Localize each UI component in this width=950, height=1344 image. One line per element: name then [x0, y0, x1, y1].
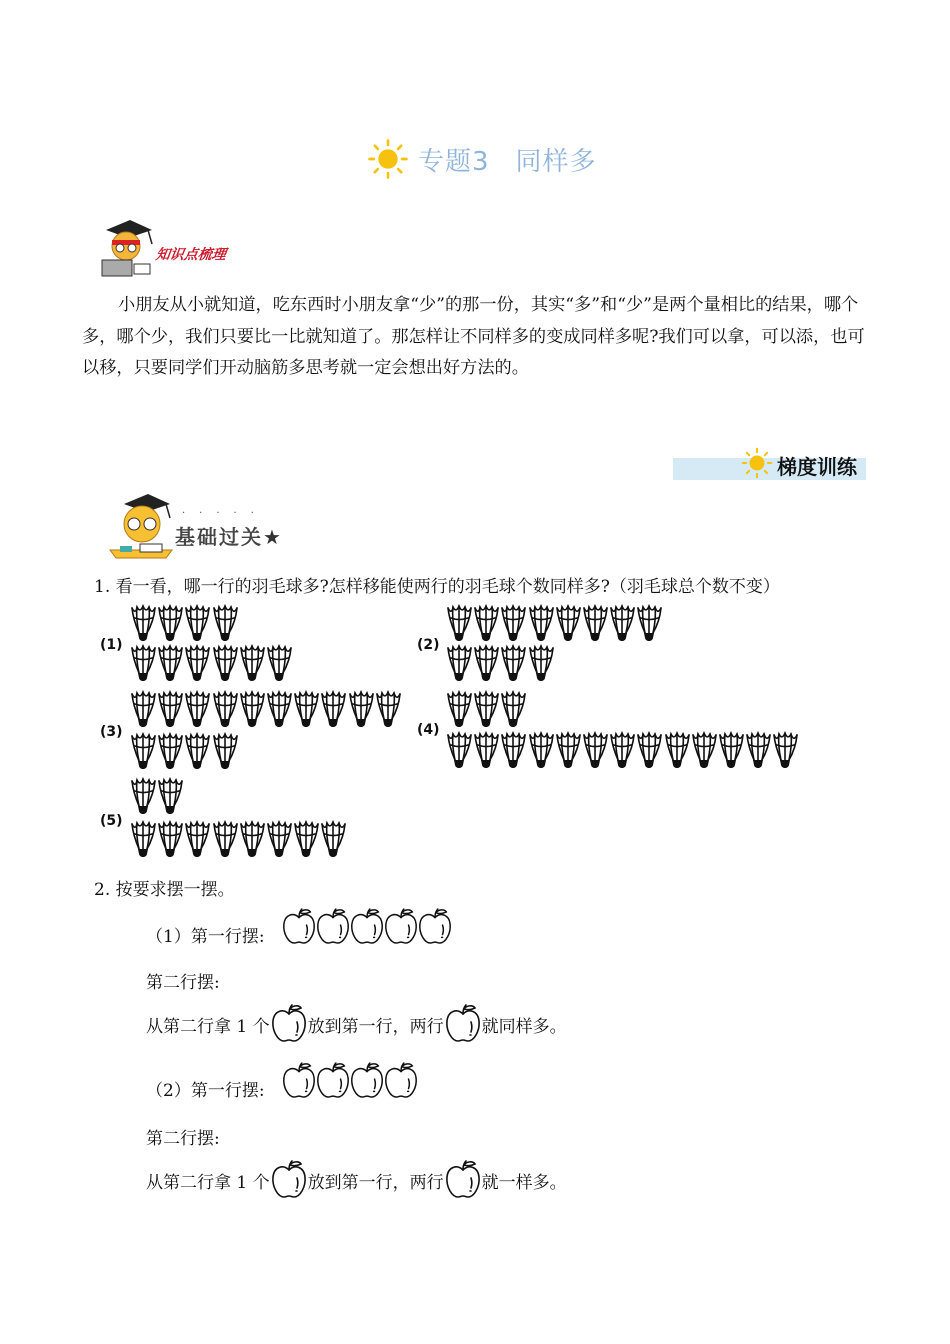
sentence-part: 从第二行拿 1 个	[146, 1172, 270, 1193]
shuttle-row	[130, 732, 239, 772]
shuttlecock-icon	[157, 777, 184, 817]
apple-icon	[270, 1160, 308, 1200]
shuttlecock-icon	[446, 644, 473, 684]
shuttlecock-icon	[212, 690, 239, 730]
shuttlecock-icon	[691, 731, 718, 771]
shuttlecock-icon	[500, 690, 527, 730]
shuttlecock-icon	[293, 820, 320, 860]
item-label: (3)	[100, 724, 123, 740]
shuttlecock-icon	[266, 690, 293, 730]
mascot-book-icon	[106, 492, 176, 562]
shuttle-row	[130, 604, 239, 644]
shuttlecock-icon	[528, 731, 555, 771]
title-name: 同样多	[515, 146, 597, 177]
shuttlecock-icon	[500, 644, 527, 684]
section-title: 梯度训练	[777, 455, 857, 479]
shuttlecock-icon	[130, 777, 157, 817]
shuttlecock-icon	[212, 604, 239, 644]
sentence-part: 放到第一行，两行	[307, 1172, 444, 1193]
shuttlecock-icon	[130, 820, 157, 860]
shuttlecock-icon	[212, 820, 239, 860]
shuttlecock-icon	[528, 604, 555, 644]
shuttle-row	[130, 644, 293, 684]
shuttlecock-icon	[130, 690, 157, 730]
shuttlecock-icon	[609, 731, 636, 771]
sun-icon	[366, 137, 410, 181]
shuttlecock-icon	[636, 731, 663, 771]
apple-icon	[444, 1004, 482, 1044]
shuttlecock-icon	[130, 732, 157, 772]
shuttlecock-icon	[473, 731, 500, 771]
apple-icon	[270, 1004, 308, 1044]
shuttlecock-icon	[375, 690, 402, 730]
apple-icon	[282, 908, 316, 946]
item-label: (2)	[417, 637, 440, 653]
shuttlecock-icon	[320, 690, 347, 730]
knowledge-paragraph: 小朋友从小就知道，吃东西时小朋友拿“少”的那一份，其实“多”和“少”是两个量相比的结果，哪个多，哪个少，我们只要比一比就知道了。那怎样让不同样多的变成同样多呢?我们可以拿，可以添，也可以移，只要同学们开动脑筋多思考就一定会想出好方法的。	[82, 295, 865, 378]
shuttlecock-icon	[473, 604, 500, 644]
first-row-label: （1）第一行摆:	[146, 927, 265, 947]
shuttlecock-icon	[157, 820, 184, 860]
knowledge-label: 知识点梳理	[154, 247, 227, 263]
shuttlecock-icon	[184, 820, 211, 860]
apple-icon	[282, 1062, 316, 1100]
shuttlecock-icon	[500, 604, 527, 644]
shuttlecock-icon	[266, 820, 293, 860]
shuttlecock-icon	[500, 731, 527, 771]
sentence-part: 放到第一行，两行	[307, 1016, 444, 1037]
shuttlecock-icon	[239, 820, 266, 860]
shuttle-row	[130, 820, 348, 860]
shuttlecock-icon	[555, 604, 582, 644]
second-row-label: 第二行摆:	[146, 973, 220, 993]
shuttlecock-icon	[473, 690, 500, 730]
sentence-part: 就同样多。	[481, 1016, 567, 1037]
shuttlecock-icon	[473, 644, 500, 684]
shuttlecock-icon	[320, 820, 347, 860]
shuttlecock-icon	[609, 604, 636, 644]
shuttlecock-icon	[664, 731, 691, 771]
apple-icon	[316, 908, 350, 946]
move-sentence	[146, 1002, 567, 1046]
apple-icon	[418, 908, 452, 946]
shuttlecock-icon	[239, 690, 266, 730]
shuttlecock-icon	[184, 604, 211, 644]
sun-icon	[740, 446, 774, 480]
apple-icon	[384, 908, 418, 946]
shuttlecock-icon	[348, 690, 375, 730]
shuttle-row	[446, 690, 528, 730]
shuttlecock-icon	[157, 604, 184, 644]
item-label: (5)	[100, 813, 123, 829]
shuttlecock-icon	[555, 731, 582, 771]
apple-icon	[444, 1160, 482, 1200]
sentence-part: 从第二行拿 1 个	[146, 1016, 270, 1037]
shuttlecock-icon	[184, 690, 211, 730]
shuttlecock-icon	[582, 731, 609, 771]
level-text: 基础过关	[175, 525, 263, 549]
shuttlecock-icon	[446, 690, 473, 730]
item-label: (1)	[100, 637, 123, 653]
apple-row	[282, 908, 452, 946]
shuttlecock-icon	[266, 644, 293, 684]
shuttlecock-icon	[636, 604, 663, 644]
shuttlecock-icon	[293, 690, 320, 730]
first-row-label: （2）第一行摆:	[146, 1081, 265, 1101]
shuttlecock-icon	[772, 731, 799, 771]
shuttlecock-icon	[184, 644, 211, 684]
page-title	[366, 134, 597, 184]
second-row-label: 第二行摆:	[146, 1129, 220, 1149]
shuttle-row	[446, 731, 799, 771]
apple-icon	[350, 908, 384, 946]
shuttlecock-icon	[184, 732, 211, 772]
shuttlecock-icon	[130, 604, 157, 644]
star-icon: ★	[263, 525, 283, 549]
shuttlecock-icon	[745, 731, 772, 771]
question-2-text: 2. 按要求摆一摆。	[94, 880, 235, 900]
move-sentence	[146, 1158, 567, 1202]
shuttle-row	[130, 777, 184, 817]
shuttlecock-icon	[212, 732, 239, 772]
shuttlecock-icon	[528, 644, 555, 684]
title-prefix: 专题3	[418, 146, 490, 177]
apple-row	[282, 1062, 418, 1100]
sentence-part: 就一样多。	[481, 1172, 567, 1193]
shuttlecock-icon	[718, 731, 745, 771]
item-label: (4)	[417, 722, 440, 738]
shuttlecock-icon	[157, 690, 184, 730]
decorative-dots: ·····	[182, 508, 268, 519]
apple-icon	[384, 1062, 418, 1100]
shuttle-row	[446, 604, 664, 644]
shuttlecock-icon	[446, 731, 473, 771]
apple-icon	[350, 1062, 384, 1100]
shuttlecock-icon	[582, 604, 609, 644]
shuttlecock-icon	[239, 644, 266, 684]
apple-icon	[316, 1062, 350, 1100]
shuttlecock-icon	[157, 732, 184, 772]
level-label	[175, 521, 283, 550]
shuttlecock-icon	[446, 604, 473, 644]
mascot-laptop-icon	[96, 218, 158, 280]
shuttlecock-icon	[212, 644, 239, 684]
shuttle-row	[446, 644, 555, 684]
shuttlecock-icon	[130, 644, 157, 684]
question-1-text: 1. 看一看，哪一行的羽毛球多?怎样移能使两行的羽毛球个数同样多?（羽毛球总个数不变）	[94, 577, 780, 597]
shuttle-row	[130, 690, 402, 730]
shuttlecock-icon	[157, 644, 184, 684]
